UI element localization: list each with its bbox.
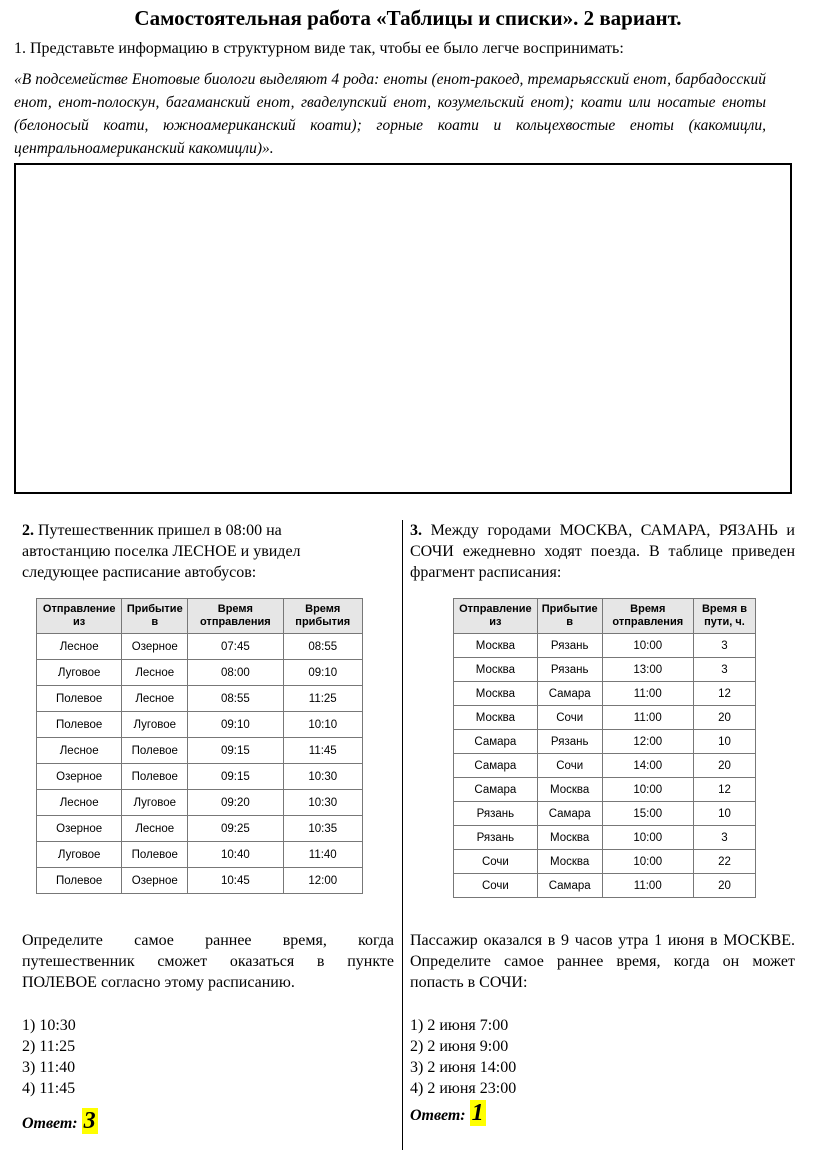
table-cell: 22 <box>693 850 755 874</box>
table-cell: 10:00 <box>602 778 693 802</box>
table-cell: 10:35 <box>283 816 363 842</box>
table-cell: Лесное <box>37 738 122 764</box>
table-cell: Рязань <box>537 658 602 682</box>
table-cell: 09:10 <box>188 712 283 738</box>
table-row <box>454 706 756 730</box>
table-cell: Самара <box>454 730 538 754</box>
table-cell: 11:00 <box>602 682 693 706</box>
table-cell: Рязань <box>537 634 602 658</box>
table-cell: 3 <box>693 826 755 850</box>
task3-number: 3. <box>410 522 422 539</box>
table-cell: 10:30 <box>283 790 363 816</box>
table-header-row <box>37 599 363 634</box>
column-header: Время отправления <box>188 599 283 634</box>
table-cell: Озерное <box>37 816 122 842</box>
table-cell: 08:55 <box>188 686 283 712</box>
table-cell: 11:00 <box>602 874 693 898</box>
task2-options <box>22 1015 76 1099</box>
table-cell: 09:15 <box>188 738 283 764</box>
table-cell: Полевое <box>122 842 188 868</box>
column-header: Прибытие в <box>537 599 602 634</box>
table-row <box>454 802 756 826</box>
table-cell: 09:20 <box>188 790 283 816</box>
option: 1) 10:30 <box>22 1017 76 1034</box>
task3-intro-text: Между городами МОСКВА, САМАРА, РЯЗАНЬ и СОЧИ ежедневно ходят поезда. В таблице приведен фрагмент расписания: <box>410 522 795 581</box>
task3-intro <box>410 520 795 583</box>
table-cell: Москва <box>454 658 538 682</box>
task3-options <box>410 1015 516 1099</box>
table-cell: Озерное <box>122 634 188 660</box>
table-cell: 10:40 <box>188 842 283 868</box>
task2-number: 2. <box>22 522 34 539</box>
table-cell: Москва <box>454 682 538 706</box>
table-cell: Сочи <box>537 706 602 730</box>
table-cell: 20 <box>693 874 755 898</box>
table-cell: 20 <box>693 754 755 778</box>
table-row <box>454 778 756 802</box>
table-cell: 10:45 <box>188 868 283 894</box>
table-cell: Сочи <box>454 874 538 898</box>
task1-prompt: 1. Представьте информацию в структурном виде так, чтобы ее было легче воспринимать: <box>14 40 624 57</box>
table-row <box>37 816 363 842</box>
option: 2) 11:25 <box>22 1038 76 1055</box>
column-header: Отправление из <box>37 599 122 634</box>
task2-question: Определите самое раннее время, когда путешественник сможет оказаться в пункте ПОЛЕВОЕ согласно этому расписанию. <box>22 932 394 991</box>
table-cell: 10:30 <box>283 764 363 790</box>
task2-intro <box>22 520 344 583</box>
table-row <box>37 712 363 738</box>
column-header: Прибытие в <box>122 599 188 634</box>
table-row <box>37 764 363 790</box>
table-cell: 10 <box>693 730 755 754</box>
option: 4) 11:45 <box>22 1080 76 1097</box>
table-row <box>37 686 363 712</box>
task2-answer <box>22 1108 98 1135</box>
column-divider <box>402 520 403 1150</box>
table-cell: Рязань <box>454 802 538 826</box>
table-row <box>454 634 756 658</box>
table-cell: 07:45 <box>188 634 283 660</box>
table-cell: Москва <box>454 634 538 658</box>
option: 3) 11:40 <box>22 1059 76 1076</box>
option: 3) 2 июня 14:00 <box>410 1059 517 1076</box>
table-cell: 09:15 <box>188 764 283 790</box>
table-cell: Лесное <box>122 660 188 686</box>
table-cell: 10:10 <box>283 712 363 738</box>
table-row <box>37 842 363 868</box>
page-title: Самостоятельная работа «Таблицы и списки». 2 вариант. <box>134 6 682 30</box>
table-cell: 12 <box>693 682 755 706</box>
table-cell: Полевое <box>122 738 188 764</box>
table-cell: 10:00 <box>602 634 693 658</box>
task3-answer <box>410 1100 486 1127</box>
table-cell: Полевое <box>37 868 122 894</box>
table-cell: 11:25 <box>283 686 363 712</box>
table-cell: Самара <box>454 778 538 802</box>
table-cell: Лесное <box>37 634 122 660</box>
table-cell: Озерное <box>37 764 122 790</box>
table-cell: 10 <box>693 802 755 826</box>
table-cell: Сочи <box>454 850 538 874</box>
table-header-row <box>454 599 756 634</box>
task2-intro-text: Путешественник пришел в 08:00 на автостанцию поселка ЛЕСНОЕ и увидел следующее расписание автобусов: <box>22 522 301 581</box>
table-cell: Лесное <box>122 686 188 712</box>
table-cell: 10:00 <box>602 850 693 874</box>
table-cell: Луговое <box>37 660 122 686</box>
table-cell: Сочи <box>537 754 602 778</box>
table-cell: Москва <box>454 706 538 730</box>
task1-quote: «В подсемействе Енотовые биологи выделяют 4 рода: еноты (енот-ракоед, тремарьясский енот, барбадосский енот, енот-полоскун, багаманский енот, гваделупский енот, козумельский енот); коати или носатые еноты (белоносый коати, южноамериканский коати); горные коати и кольцехвостые еноты (какомицли, центральноамериканский какомицли)». <box>14 71 766 157</box>
table-cell: Полевое <box>122 764 188 790</box>
table-row <box>454 826 756 850</box>
answer-label: Ответ: <box>410 1107 466 1124</box>
task1-answer-box[interactable] <box>14 163 792 494</box>
table-row <box>37 660 363 686</box>
table-cell: Лесное <box>37 790 122 816</box>
answer-value: 1 <box>471 1100 484 1126</box>
table-cell: Полевое <box>37 686 122 712</box>
table-row <box>454 658 756 682</box>
option: 2) 2 июня 9:00 <box>410 1038 509 1055</box>
table-cell: 20 <box>693 706 755 730</box>
column-header: Время в пути, ч. <box>693 599 755 634</box>
table-cell: Луговое <box>122 712 188 738</box>
table-cell: Самара <box>537 682 602 706</box>
table-cell: 10:00 <box>602 826 693 850</box>
table-cell: 11:00 <box>602 706 693 730</box>
table-cell: 15:00 <box>602 802 693 826</box>
table-cell: Луговое <box>122 790 188 816</box>
table-cell: Полевое <box>37 712 122 738</box>
table-cell: 11:40 <box>283 842 363 868</box>
table-cell: 08:55 <box>283 634 363 660</box>
table-cell: Москва <box>537 826 602 850</box>
table-row <box>37 790 363 816</box>
option: 1) 2 июня 7:00 <box>410 1017 509 1034</box>
table-cell: 08:00 <box>188 660 283 686</box>
bus-schedule-table <box>36 598 363 894</box>
option: 4) 2 июня 23:00 <box>410 1080 517 1097</box>
table-row <box>37 868 363 894</box>
table-cell: 09:10 <box>283 660 363 686</box>
task3-question: Пассажир оказался в 9 часов утра 1 июня в МОСКВЕ. Определите самое раннее время, когда он может попасть в СОЧИ: <box>410 932 795 991</box>
table-row <box>454 850 756 874</box>
table-cell: 14:00 <box>602 754 693 778</box>
table-cell: Самара <box>537 802 602 826</box>
table-cell: Луговое <box>37 842 122 868</box>
table-cell: Рязань <box>537 730 602 754</box>
table-cell: 11:45 <box>283 738 363 764</box>
table-cell: 3 <box>693 634 755 658</box>
train-schedule-table <box>453 598 756 898</box>
table-cell: 13:00 <box>602 658 693 682</box>
column-header: Отправление из <box>454 599 538 634</box>
table-cell: Самара <box>454 754 538 778</box>
column-header: Время отправления <box>602 599 693 634</box>
table-row <box>454 874 756 898</box>
table-cell: 12:00 <box>602 730 693 754</box>
answer-value: 3 <box>83 1108 96 1134</box>
column-header: Время прибытия <box>283 599 363 634</box>
table-cell: 12:00 <box>283 868 363 894</box>
table-cell: Москва <box>537 850 602 874</box>
table-cell: Рязань <box>454 826 538 850</box>
table-cell: 12 <box>693 778 755 802</box>
table-row <box>454 754 756 778</box>
answer-label: Ответ: <box>22 1115 78 1132</box>
table-cell: Самара <box>537 874 602 898</box>
table-cell: Москва <box>537 778 602 802</box>
table-cell: 09:25 <box>188 816 283 842</box>
table-row <box>454 682 756 706</box>
table-cell: 3 <box>693 658 755 682</box>
table-row <box>37 738 363 764</box>
table-row <box>454 730 756 754</box>
table-cell: Озерное <box>122 868 188 894</box>
table-cell: Лесное <box>122 816 188 842</box>
table-row <box>37 634 363 660</box>
